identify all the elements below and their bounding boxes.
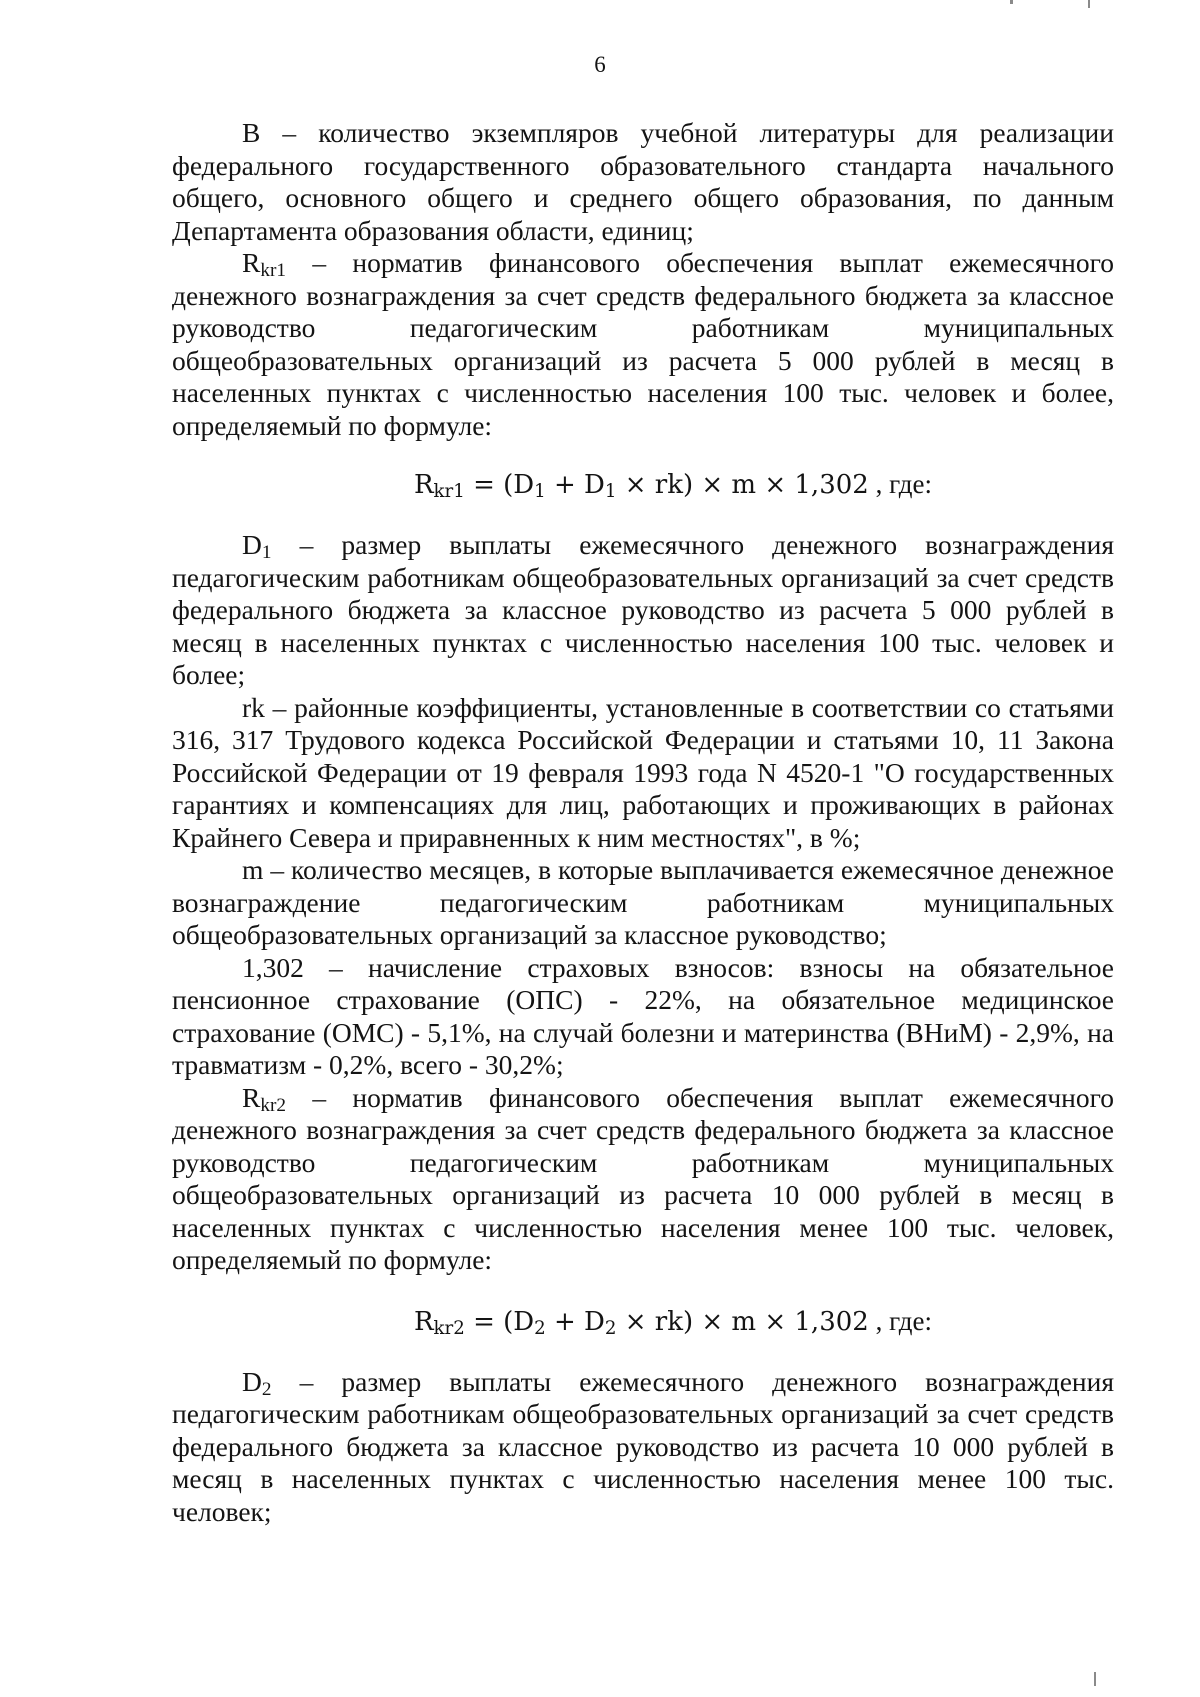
term-symbol: D [242,1365,262,1397]
paragraph-rk-definition: rk – районные коэффициенты, установленные в соответствии со статьями 316, 317 Трудового кодекса Российской Федерации и статьями 10, 11 Закона Российской Федерации от 19 февраля 1993 года N 4520-1 "О государственных гарантиях и компенсациях для лиц, работающих и проживающих в районах Крайнего Севера и приравненных к ним местностях", в %; [172,691,1114,853]
formula-part: + D [545,1306,605,1337]
scan-artifact [1010,0,1013,4]
term-rkr2 [242,1081,287,1116]
formula-where: , где: [868,1305,933,1336]
paragraph-d1-definition [172,529,1114,692]
page-number: 6 [594,52,606,77]
definition-text: – размер выплаты ежемесячного денежного вознаграждения педагогическим работникам общеобразовательных организаций за счет средств федерального бюджета за классное руководство из расчета 10 000 рублей в месяц в населенных пунктах с численностью населения менее 100 тыс. человек; [172,1365,1114,1527]
formula-subscript: 2 [534,1317,546,1339]
term-subscript: 1 [261,542,272,564]
formula-lhs: R [413,470,434,500]
formula-lhs: R [413,1306,434,1337]
definition-text: – норматив финансового обеспечения выплат ежемесячного денежного вознаграждения за счет средств федерального бюджета за классное руководство педагогическим работникам муниципальных общеобразовательных организаций из расчета 5 000 рублей в месяц в населенных пунктах с численностью населения 100 тыс. человек и более, определяемый по формуле: [172,247,1114,441]
formula-part: × rk) × m × 1,302 [616,1306,869,1337]
paragraph-rkr2-definition [172,1082,1114,1277]
formula-subscript: 2 [604,1317,617,1339]
term-subscript: 2 [261,1378,272,1400]
formula-part: + D [545,470,605,500]
term-d2 [242,1365,272,1400]
formula-part: = (D [464,1306,535,1337]
formula-part: = (D [464,470,535,500]
document-body [172,117,1114,1528]
formula-rkr2 [172,1305,1114,1338]
paragraph-rkr1-definition [172,247,1114,442]
paragraph-d2-definition [172,1366,1114,1529]
term-subscript: kr2 [260,1094,287,1116]
term-d1 [242,529,272,564]
term-symbol: R [242,247,261,278]
term-symbol: D [242,529,262,560]
paragraph-1302-definition: 1,302 – начисление страховых взносов: взносы на обязательное пенсионное страхование (ОПС) - 22%, на обязательное медицинское страхование (ОМС) - 5,1%, на случай болезни и материнства (ВНиМ) - 2,9%, на травматизм - 0,2%, всего - 30,2%; [172,951,1114,1080]
term-rkr1 [242,247,287,282]
formula-subscript: 1 [534,481,546,502]
definition-text: – размер выплаты ежемесячного денежного вознаграждения педагогическим работникам общеобразовательных организаций за счет средств федерального бюджета за классное руководство из расчета 5 000 рублей в месяц в населенных пунктах с численностью населения 100 тыс. человек и более; [172,529,1114,690]
term-subscript: kr1 [260,260,287,282]
formula-where: , где: [868,469,933,499]
definition-text: – норматив финансового обеспечения выплат ежемесячного денежного вознаграждения за счет средств федерального бюджета за классное руководство педагогическим работникам муниципальных общеобразовательных организаций из расчета 10 000 рублей в месяц в населенных пунктах с численностью населения менее 100 тыс. человек, определяемый по формуле: [172,1081,1114,1275]
scan-artifact [1094,1672,1096,1686]
formula-part: × rk) × m × 1,302 [616,470,869,500]
term-b: B [242,117,261,148]
paragraph-m-definition: m – количество месяцев, в которые выплачивается ежемесячное денежное вознаграждение педагогическим работникам муниципальных общеобразовательных организаций за классное руководство; [172,854,1114,950]
formula-subscript: 1 [604,481,617,502]
scan-artifact [1088,0,1090,8]
paragraph-b-definition [172,117,1114,247]
formula-rkr1 [172,468,1114,501]
term-symbol: R [242,1081,261,1113]
formula-lhs-subscript: kr2 [433,1317,465,1339]
formula-lhs-subscript: kr1 [433,481,465,502]
definition-text: – количество экземпляров учебной литературы для реализации федерального государственного образовательного стандарта начального общего, основного общего и среднего общего образования, по данным Департамента образования области, единиц; [172,117,1114,246]
